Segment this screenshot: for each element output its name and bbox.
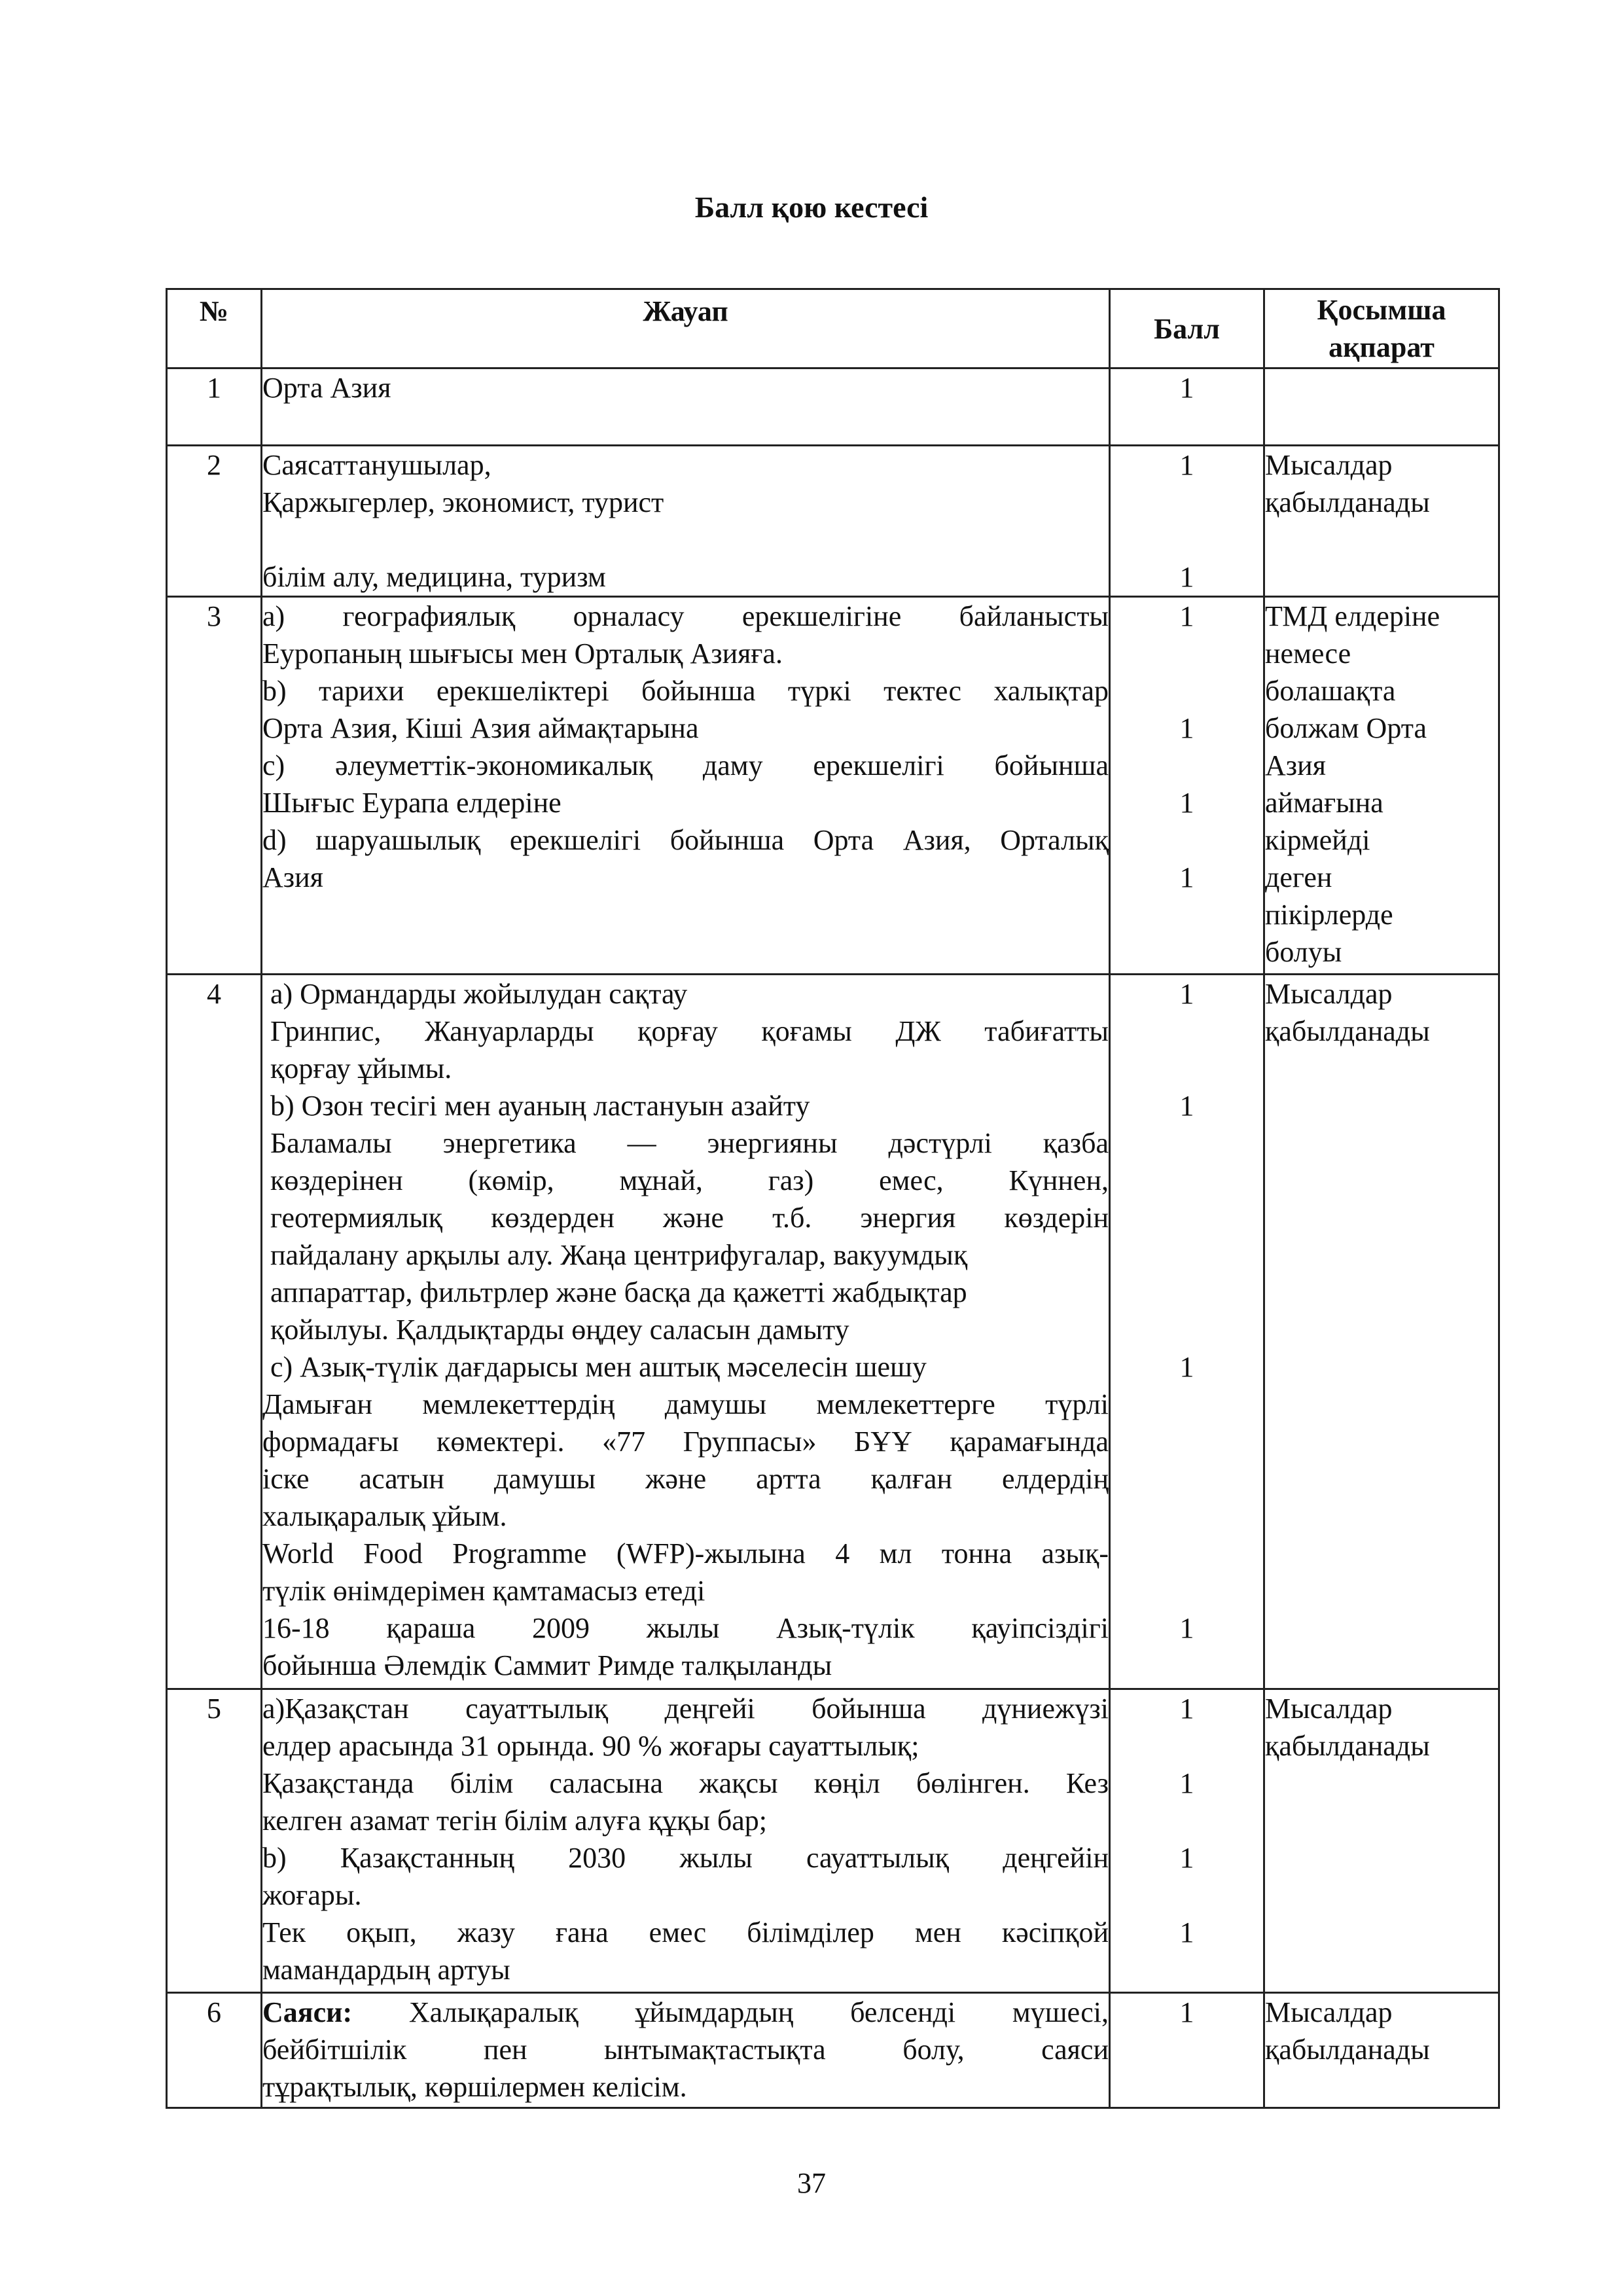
score-value <box>1111 1460 1263 1498</box>
additional-info-cell <box>1264 368 1499 446</box>
page-number: 37 <box>797 2167 826 2199</box>
answer-cell <box>262 975 1110 1689</box>
answer-line <box>262 1994 1109 2031</box>
row-number: 3 <box>167 597 262 975</box>
answer-line: Баламалы энергетика — энергияны дәстүрлі қазба <box>270 1127 1109 1159</box>
answer-line: а)Қазақстан сауаттылық деңгейі бойынша дүниежүзі <box>262 1693 1109 1725</box>
score-value: 1 <box>1179 561 1194 593</box>
answer-bold-label: Саяси: <box>262 1996 353 2028</box>
additional-info-line: болуы <box>1265 936 1342 968</box>
answer-line: b) Қазақстанның 2030 жылы сауаттылық деңгейін <box>262 1842 1109 1874</box>
answer-line: b) Озон тесігі мен ауаның ластануын азайту <box>270 1090 810 1122</box>
additional-info-line: қабылданады <box>1265 1730 1430 1762</box>
scoring-table <box>166 288 1500 2109</box>
score-value <box>1111 1274 1263 1311</box>
score-value: 1 <box>1179 449 1194 481</box>
additional-info-line: Азия <box>1265 749 1326 781</box>
answer-line: Еуропаның шығысы мен Орталық Азияға. <box>262 637 783 670</box>
answer-line: c) әлеуметтік-экономикалық даму ерекшелігі бойынша <box>262 749 1109 781</box>
score-value: 1 <box>1179 1351 1194 1383</box>
answer-line <box>262 521 1109 558</box>
score-value <box>1111 1199 1263 1236</box>
score-value: 1 <box>1179 1996 1194 2028</box>
score-value: 1 <box>1179 1916 1194 1948</box>
score-cell <box>1110 1689 1264 1993</box>
additional-info-cell <box>1264 597 1499 975</box>
row-number: 5 <box>167 1689 262 1993</box>
header-score: Балл <box>1110 289 1264 368</box>
score-value: 1 <box>1179 978 1194 1010</box>
score-value <box>1111 521 1263 558</box>
score-value <box>1111 1535 1263 1572</box>
score-value <box>1111 1162 1263 1199</box>
score-value <box>1111 1727 1263 1765</box>
score-value <box>1111 1498 1263 1535</box>
score-value <box>1111 1124 1263 1162</box>
additional-info-line: болашақта <box>1265 675 1396 707</box>
header-number: № <box>167 289 262 368</box>
additional-info-line: ТМД елдеріне <box>1265 600 1440 632</box>
score-value <box>1111 821 1263 859</box>
score-value <box>1111 1802 1263 1839</box>
score-value: 1 <box>1179 1842 1194 1874</box>
answer-line: Қазақстанда білім саласына жақсы көңіл бөлінген. Кез <box>262 1767 1109 1799</box>
score-value <box>1111 1236 1263 1274</box>
answer-line: Шығыс Еурапа елдеріне <box>262 787 562 819</box>
answer-line: қойылуы. Қалдықтарды өңдеу саласын дамыту <box>270 1314 849 1346</box>
score-value: 1 <box>1179 600 1194 632</box>
score-value <box>1111 1647 1263 1684</box>
answer-line: геотермиялық көздерден және т.б. энергия көздерін <box>270 1202 1109 1234</box>
score-value <box>1111 672 1263 709</box>
answer-cell <box>262 1689 1110 1993</box>
answer-line: мамандардың артуы <box>262 1954 510 1986</box>
score-cell <box>1110 368 1264 446</box>
score-value: 1 <box>1179 1693 1194 1725</box>
score-value: 1 <box>1179 1612 1194 1644</box>
row-number: 6 <box>167 1993 262 2108</box>
score-value: 1 <box>1179 712 1194 744</box>
table-row <box>167 975 1499 1689</box>
additional-info-cell <box>1264 975 1499 1689</box>
score-value: 1 <box>1179 787 1194 819</box>
score-value <box>1111 1050 1263 1087</box>
additional-info-line: Мысалдар <box>1265 1693 1393 1725</box>
answer-line: қорғау ұйымы. <box>270 1052 452 1085</box>
score-value <box>1111 635 1263 672</box>
additional-info-cell <box>1264 1993 1499 2108</box>
score-value: 1 <box>1179 372 1194 404</box>
table-row <box>167 597 1499 975</box>
score-value: 1 <box>1179 1090 1194 1122</box>
header-info-line: Қосымша <box>1317 294 1446 326</box>
answer-line: бойынша Әлемдік Саммит Римде талқыланды <box>262 1649 832 1681</box>
answer-line: келген азамат тегін білім алуға құқы бар; <box>262 1804 768 1837</box>
score-value <box>1111 1311 1263 1348</box>
answer-line: a) Ормандарды жойылудан сақтау <box>270 978 688 1010</box>
score-cell <box>1110 975 1264 1689</box>
header-answer: Жауап <box>262 289 1110 368</box>
answer-line: тұрақтылық, көршілермен келісім. <box>262 2071 687 2103</box>
score-value <box>1111 1876 1263 1914</box>
score-value <box>1111 1386 1263 1423</box>
answer-line: формадағы көмектері. «77 Группасы» БҰҰ қарамағында <box>262 1426 1109 1458</box>
table-row <box>167 1689 1499 1993</box>
row-number: 2 <box>167 446 262 597</box>
answer-line: елдер арасында 31 орында. 90 % жоғары сауаттылық; <box>262 1730 919 1762</box>
additional-info-line: кірмейді <box>1265 824 1370 856</box>
answer-line: халықаралық ұйым. <box>262 1500 507 1532</box>
answer-line: b) тарихи ерекшеліктері бойынша түркі тектес халықтар <box>262 675 1109 707</box>
additional-info-line: немесе <box>1265 637 1351 670</box>
score-value <box>1111 1013 1263 1050</box>
answer-line: а) географиялық орналасу ерекшелігіне байланысты <box>262 600 1109 632</box>
additional-info-line: деген <box>1265 861 1332 893</box>
answer-cell <box>262 368 1110 446</box>
score-value <box>1111 484 1263 521</box>
answer-cell <box>262 446 1110 597</box>
answer-line: білім алу, медицина, туризм <box>262 561 606 593</box>
answer-line: Тек оқып, жазу ғана емес білімділер мен кәсіпқой <box>262 1916 1109 1948</box>
header-additional-info <box>1264 289 1499 368</box>
header-info-line: ақпарат <box>1329 331 1435 363</box>
answer-line: іске асатын дамушы және артта қалған елдердің <box>262 1463 1109 1495</box>
answer-line: түлік өнімдерімен қамтамасыз етеді <box>262 1575 705 1607</box>
score-cell <box>1110 1993 1264 2108</box>
answer-line: Саясаттанушылар, <box>262 449 491 481</box>
score-cell <box>1110 597 1264 975</box>
answer-line: жоғары. <box>262 1879 362 1911</box>
answer-line: Дамыған мемлекеттердің дамушы мемлекеттерге түрлі <box>262 1388 1109 1420</box>
additional-info-line: аймағына <box>1265 787 1383 819</box>
score-value <box>1111 1951 1263 1988</box>
answer-line: көздерінен (көмір, мұнай, газ) емес, Күннен, <box>270 1164 1109 1196</box>
additional-info-line: пікірлерде <box>1265 899 1393 931</box>
score-value: 1 <box>1179 861 1194 893</box>
answer-line: Қаржыгерлер, экономист, турист <box>262 486 664 518</box>
answer-line: бейбітшілік пен ынтымақтастықта болу, саяси <box>262 2034 1109 2066</box>
additional-info-line: Мысалдар <box>1265 978 1393 1010</box>
additional-info-cell <box>1264 1689 1499 1993</box>
row-number: 1 <box>167 368 262 446</box>
additional-info-line: Мысалдар <box>1265 1996 1393 2028</box>
answer-line: d) шаруашылық ерекшелігі бойынша Орта Азия, Орталық <box>262 824 1109 856</box>
answer-line: Орта Азия <box>262 372 391 404</box>
answer-line: 16-18 қараша 2009 жылы Азық-түлік қауіпсіздігі <box>262 1612 1109 1644</box>
score-value: 1 <box>1179 1767 1194 1799</box>
score-value <box>1111 747 1263 784</box>
additional-info-line: болжам Орта <box>1265 712 1427 744</box>
table-row <box>167 368 1499 446</box>
answer-line: Орта Азия, Кіші Азия аймақтарына <box>262 712 699 744</box>
additional-info-cell <box>1264 446 1499 597</box>
additional-info-line: қабылданады <box>1265 1015 1430 1047</box>
table-header-row <box>167 289 1499 368</box>
score-cell <box>1110 446 1264 597</box>
answer-line: World Food Programme (WFP)-жылына 4 мл тонна азық- <box>262 1537 1109 1570</box>
answer-line: Гринпис, Жануарларды қорғау қоғамы ДЖ табиғатты <box>270 1015 1109 1047</box>
row-number: 4 <box>167 975 262 1689</box>
answer-line: c) Азық-түлік дағдарысы мен аштық мәселесін шешу <box>270 1351 927 1383</box>
score-value <box>1111 1572 1263 1609</box>
additional-info-line: Мысалдар <box>1265 449 1393 481</box>
table-row <box>167 1993 1499 2108</box>
page-title: Балл қою кестесі <box>694 190 929 224</box>
answer-line: аппараттар, фильтрлер және басқа да қажетті жабдықтар <box>270 1276 967 1308</box>
table-body <box>167 368 1499 2108</box>
answer-line: пайдалану арқылы алу. Жаңа центрифугалар, вакуумдық <box>270 1239 968 1271</box>
table-row <box>167 446 1499 597</box>
score-value <box>1111 1423 1263 1460</box>
answer-text: Халықаралық ұйымдардың белсенді мүшесі, <box>352 1996 1109 2028</box>
additional-info-line: қабылданады <box>1265 2034 1430 2066</box>
answer-line: Азия <box>262 861 323 893</box>
answer-cell <box>262 597 1110 975</box>
answer-cell <box>262 1993 1110 2108</box>
additional-info-line: қабылданады <box>1265 486 1430 518</box>
